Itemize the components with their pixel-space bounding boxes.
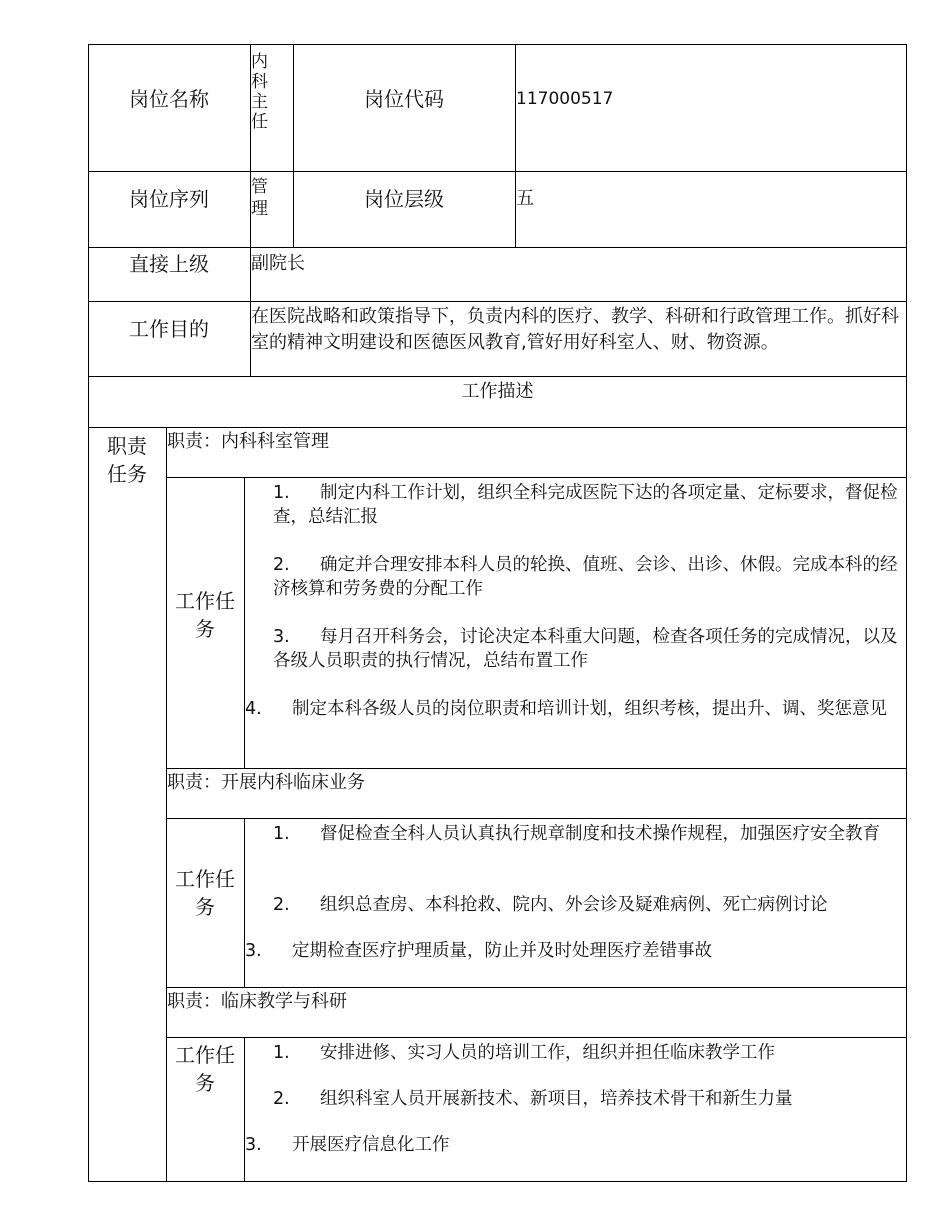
task-number: 3. xyxy=(273,627,290,647)
task-number: 1. xyxy=(273,824,290,844)
task-text: 开展医疗信息化工作 xyxy=(292,1135,450,1155)
task-text: 确定并合理安排本科人员的轮换、值班、会诊、出诊、休假。完成本科的经济核算和劳务费的分配工作 xyxy=(273,555,898,599)
position-level-value: 五 xyxy=(516,188,534,209)
task-label: 工作任务 xyxy=(175,1043,235,1095)
task-text: 制定内科工作计划，组织全科完成医院下达的各项定量、定标要求，督促检查，总结汇报 xyxy=(273,483,898,527)
task-number: 3. xyxy=(245,941,262,961)
task-text: 组织科室人员开展新技术、新项目，培养技术骨干和新生力量 xyxy=(320,1089,793,1109)
task-number: 2. xyxy=(273,895,290,915)
position-series-value: 管理 xyxy=(251,177,268,219)
purpose-label: 工作目的 xyxy=(129,317,209,341)
task-item xyxy=(245,697,900,721)
task-text: 定期检查医疗护理质量，防止并及时处理医疗差错事故 xyxy=(292,941,712,961)
task-item xyxy=(273,481,903,529)
position-name-value: 内科主任 xyxy=(251,52,268,132)
task-label: 工作任务 xyxy=(175,867,235,919)
superior-value: 副院长 xyxy=(251,253,305,274)
task-text: 组织总查房、本科抢救、院内、外会诊及疑难病例、死亡病例讨论 xyxy=(320,895,828,915)
task-number: 1. xyxy=(273,1043,290,1063)
position-name-label: 岗位名称 xyxy=(129,87,209,111)
duties-label: 职责任务 xyxy=(107,434,147,486)
position-series-label: 岗位序列 xyxy=(129,187,209,211)
task-text: 制定本科各级人员的岗位职责和培训计划，组织考核，提出升、调、奖惩意见 xyxy=(292,699,887,719)
duty-title: 职责：开展内科临床业务 xyxy=(167,772,365,793)
task-item xyxy=(273,1087,903,1111)
task-item xyxy=(273,553,903,601)
duty-title: 职责：内科科室管理 xyxy=(167,431,329,452)
task-text: 每月召开科务会，讨论决定本科重大问题，检查各项任务的完成情况，以及各级人员职责的执行情况，总结布置工作 xyxy=(273,627,898,671)
task-label: 工作任务 xyxy=(175,589,235,641)
task-item xyxy=(273,893,903,917)
task-item xyxy=(273,822,903,846)
task-number: 2. xyxy=(273,1089,290,1109)
description-title: 工作描述 xyxy=(461,381,534,402)
position-code-label: 岗位代码 xyxy=(364,87,444,111)
task-item xyxy=(245,939,900,963)
task-item xyxy=(273,1041,903,1065)
purpose-value: 在医院战略和政策指导下，负责内科的医疗、教学、科研和行政管理工作。抓好科室的精神文明建设和医德医风教育,管好用好科室人、财、物资源。 xyxy=(251,306,899,353)
superior-label: 直接上级 xyxy=(129,252,209,276)
task-text: 督促检查全科人员认真执行规章制度和技术操作规程，加强医疗安全教育 xyxy=(320,824,880,844)
task-number: 4. xyxy=(245,699,262,719)
position-level-label: 岗位层级 xyxy=(364,187,444,211)
task-item xyxy=(245,1133,900,1157)
task-number: 3. xyxy=(245,1135,262,1155)
duty-title: 职责：临床教学与科研 xyxy=(167,991,347,1012)
task-item xyxy=(273,625,903,673)
position-code-value: 117000517 xyxy=(516,89,614,109)
task-text: 安排进修、实习人员的培训工作，组织并担任临床教学工作 xyxy=(320,1043,775,1063)
task-number: 1. xyxy=(273,483,290,503)
task-number: 2. xyxy=(273,555,290,575)
